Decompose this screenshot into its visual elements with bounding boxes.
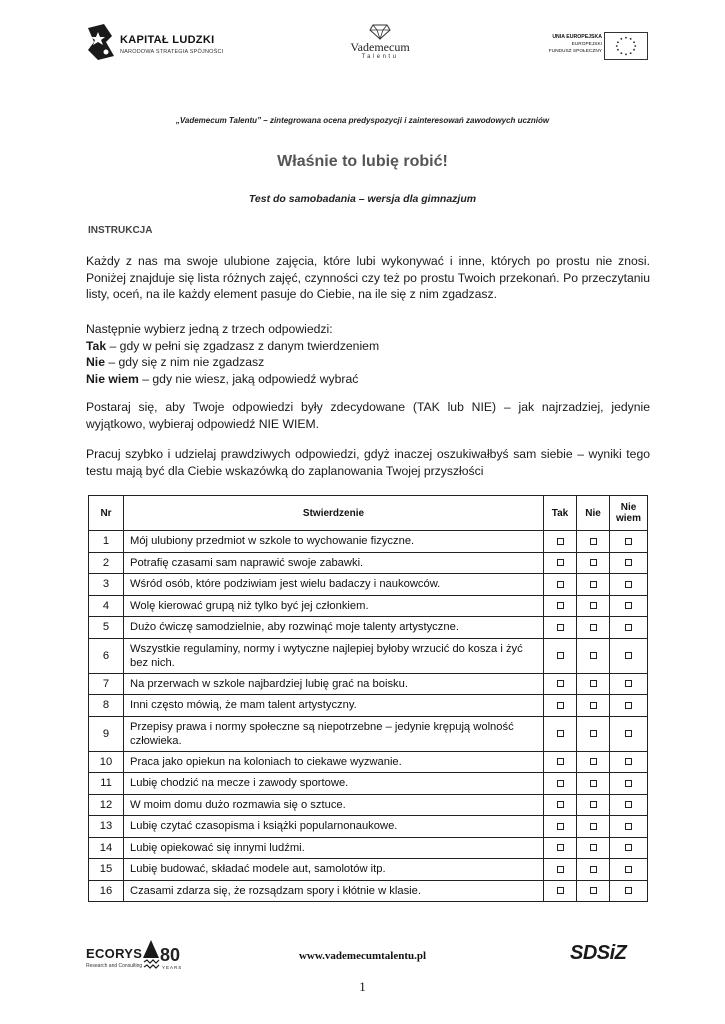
answer-cell-no <box>577 552 610 574</box>
answer-cell-no <box>577 837 610 859</box>
answer-cell-yes <box>544 859 577 881</box>
checkbox-no[interactable] <box>590 652 597 659</box>
checkbox-dontknow[interactable] <box>625 652 632 659</box>
answer-cell-no <box>577 617 610 639</box>
answer-cell-dontknow <box>610 673 648 695</box>
checkbox-dontknow[interactable] <box>625 624 632 631</box>
row-statement: Potrafię czasami sam naprawić swoje zabawki. <box>124 552 544 574</box>
table-row <box>89 574 648 596</box>
header-statement: Stwierdzenie <box>124 496 544 531</box>
ecorys-subtitle: Research and Consulting <box>86 963 143 969</box>
checkbox-no[interactable] <box>590 602 597 609</box>
row-statement: Czasami zdarza się, że rozsądzam spory i kłótnie w klasie. <box>124 880 544 902</box>
answer-cell-yes <box>544 552 577 574</box>
table-row <box>89 531 648 553</box>
row-statement: Praca jako opiekun na koloniach to ciekawe wyzwanie. <box>124 751 544 773</box>
checkbox-no[interactable] <box>590 758 597 765</box>
anniversary-number: 80 <box>160 945 181 965</box>
kapital-ludzki-logo <box>84 22 234 66</box>
checkbox-dontknow[interactable] <box>625 730 632 737</box>
checkbox-dontknow[interactable] <box>625 801 632 808</box>
checkbox-no[interactable] <box>590 581 597 588</box>
checkbox-dontknow[interactable] <box>625 758 632 765</box>
kapital-ludzki-subtitle: NARODOWA STRATEGIA SPÓJNOŚCI <box>120 49 224 55</box>
checkbox-dontknow[interactable] <box>625 823 632 830</box>
header-yes: Tak <box>544 496 577 531</box>
checkbox-no[interactable] <box>590 559 597 566</box>
vademecum-logo-title: Vademecum <box>350 40 410 54</box>
answer-cell-yes <box>544 638 577 673</box>
diamond-icon <box>369 24 391 40</box>
answer-cell-no <box>577 638 610 673</box>
answer-cell-yes <box>544 673 577 695</box>
checkbox-yes[interactable] <box>557 624 564 631</box>
row-statement: Na przerwach w szkole najbardziej lubię grać na boisku. <box>124 673 544 695</box>
page-number: 1 <box>359 979 366 994</box>
row-number: 9 <box>89 716 124 751</box>
row-number: 2 <box>89 552 124 574</box>
instruction-paragraph-3: Postaraj się, aby Twoje odpowiedzi były zdecydowane (TAK lub NIE) – jak najrzadziej, jedynie wyjątkowo, wybieraj odpowiedź NIE WIEM. <box>86 400 650 431</box>
checkbox-dontknow[interactable] <box>625 581 632 588</box>
row-statement: Wśród osób, które podziwiam jest wielu badaczy i naukowców. <box>124 574 544 596</box>
checkbox-yes[interactable] <box>557 780 564 787</box>
checkbox-dontknow[interactable] <box>625 680 632 687</box>
answer-cell-yes <box>544 574 577 596</box>
checkbox-yes[interactable] <box>557 823 564 830</box>
answer-cell-yes <box>544 880 577 902</box>
row-number: 5 <box>89 617 124 639</box>
project-subtitle: „Vademecum Talentu” – zintegrowana ocena predyspozycji i zainteresowań zawodowych uczniów <box>175 116 550 125</box>
answer-cell-no <box>577 595 610 617</box>
eu-logo-line3: FUNDUSZ SPOŁECZNY <box>548 49 602 54</box>
table-row <box>89 751 648 773</box>
table-row <box>89 552 648 574</box>
row-statement: Wszystkie regulaminy, normy i wytyczne najlepiej byłoby wrzucić do kosza i żyć bez nich. <box>124 638 544 673</box>
answer-cell-dontknow <box>610 751 648 773</box>
answer-cell-yes <box>544 794 577 816</box>
row-statement: Lubię opiekować się innymi ludźmi. <box>124 837 544 859</box>
checkbox-no[interactable] <box>590 823 597 830</box>
table-row <box>89 673 648 695</box>
answer-cell-no <box>577 859 610 881</box>
option-yes: Tak – gdy w pełni się zgadzasz z danym twierdzeniem <box>86 338 380 353</box>
header-nr: Nr <box>89 496 124 531</box>
vademecum-logo <box>340 24 420 68</box>
answer-cell-dontknow <box>610 794 648 816</box>
ecorys-name: ECORYS <box>86 946 143 961</box>
checkbox-yes[interactable] <box>557 866 564 873</box>
answer-cell-yes <box>544 617 577 639</box>
answer-cell-no <box>577 751 610 773</box>
answer-cell-dontknow <box>610 880 648 902</box>
options-intro: Następnie wybierz jedną z trzech odpowiedzi: <box>86 322 333 336</box>
row-number: 3 <box>89 574 124 596</box>
row-statement: Lubię czytać czasopisma i książki popularnonaukowe. <box>124 816 544 838</box>
checkbox-yes[interactable] <box>557 680 564 687</box>
answer-cell-dontknow <box>610 617 648 639</box>
row-number: 6 <box>89 638 124 673</box>
checkbox-yes[interactable] <box>557 538 564 545</box>
checkbox-no[interactable] <box>590 780 597 787</box>
answer-cell-dontknow <box>610 773 648 795</box>
row-number: 15 <box>89 859 124 881</box>
row-number: 11 <box>89 773 124 795</box>
checkbox-yes[interactable] <box>557 702 564 709</box>
checkbox-dontknow[interactable] <box>625 780 632 787</box>
answer-cell-dontknow <box>610 531 648 553</box>
answer-cell-dontknow <box>610 552 648 574</box>
table-row <box>89 716 648 751</box>
checkbox-dontknow[interactable] <box>625 538 632 545</box>
checkbox-dontknow[interactable] <box>625 866 632 873</box>
answer-cell-dontknow <box>610 574 648 596</box>
page-title: Właśnie to lubię robić! <box>277 153 448 170</box>
answer-cell-yes <box>544 773 577 795</box>
answer-cell-no <box>577 716 610 751</box>
row-number: 13 <box>89 816 124 838</box>
header-no: Nie <box>577 496 610 531</box>
instruction-paragraph-4: Pracuj szybko i udzielaj prawdziwych odpowiedzi, gdyż inaczej oszukiwałbyś sam siebie – wyniki tego testu mają być dla Ciebie wskazówką do zaplanowania Twojej przyszłości <box>86 447 650 478</box>
checkbox-no[interactable] <box>590 624 597 631</box>
answer-cell-yes <box>544 695 577 717</box>
checkbox-yes[interactable] <box>557 801 564 808</box>
answer-cell-yes <box>544 816 577 838</box>
row-statement: Inni często mówią, że mam talent artystyczny. <box>124 695 544 717</box>
row-statement: Mój ulubiony przedmiot w szkole to wychowanie fizyczne. <box>124 531 544 553</box>
checkbox-yes[interactable] <box>557 602 564 609</box>
answer-cell-dontknow <box>610 638 648 673</box>
checkbox-no[interactable] <box>590 702 597 709</box>
checkbox-dontknow[interactable] <box>625 559 632 566</box>
row-statement: W moim domu dużo rozmawia się o sztuce. <box>124 794 544 816</box>
checkbox-no[interactable] <box>590 680 597 687</box>
table-row <box>89 837 648 859</box>
checkbox-yes[interactable] <box>557 887 564 894</box>
option-dontknow: Nie wiem – gdy nie wiesz, jaką odpowiedź wybrać <box>86 371 359 386</box>
answer-cell-no <box>577 773 610 795</box>
checkbox-no[interactable] <box>590 730 597 737</box>
answer-cell-dontknow <box>610 837 648 859</box>
table-row <box>89 859 648 881</box>
eu-logo-line2: EUROPEJSKI <box>571 42 602 47</box>
instruction-paragraph-2 <box>86 321 650 387</box>
eu-logo <box>540 32 662 62</box>
answer-cell-dontknow <box>610 595 648 617</box>
answer-cell-yes <box>544 837 577 859</box>
checkbox-yes[interactable] <box>557 581 564 588</box>
answer-cell-dontknow <box>610 859 648 881</box>
answer-cell-no <box>577 880 610 902</box>
checkbox-no[interactable] <box>590 844 597 851</box>
anniversary-years-label: YEARS <box>162 965 183 970</box>
checkbox-yes[interactable] <box>557 758 564 765</box>
table-row <box>89 773 648 795</box>
vademecum-logo-subtitle: Talentu <box>361 54 399 60</box>
checkbox-yes[interactable] <box>557 559 564 566</box>
table-row <box>89 595 648 617</box>
answer-cell-dontknow <box>610 716 648 751</box>
checkbox-no[interactable] <box>590 887 597 894</box>
row-number: 14 <box>89 837 124 859</box>
checkbox-yes[interactable] <box>557 652 564 659</box>
table-row <box>89 695 648 717</box>
answer-cell-yes <box>544 595 577 617</box>
table-row <box>89 816 648 838</box>
website-url: www.vademecumtalentu.pl <box>298 950 427 962</box>
table-row <box>89 794 648 816</box>
sdsiz-name: SDSiZ <box>570 942 627 964</box>
test-subtitle: Test do samobadania – wersja dla gimnazjum <box>248 193 477 205</box>
statements-table <box>88 495 648 902</box>
answer-cell-dontknow <box>610 695 648 717</box>
checkbox-dontknow[interactable] <box>625 844 632 851</box>
row-statement: Dużo ćwiczę samodzielnie, aby rozwinąć moje talenty artystyczne. <box>124 617 544 639</box>
sdsiz-logo <box>570 942 650 968</box>
row-number: 1 <box>89 531 124 553</box>
answer-cell-no <box>577 531 610 553</box>
answer-cell-no <box>577 673 610 695</box>
row-number: 7 <box>89 673 124 695</box>
checkbox-no[interactable] <box>590 801 597 808</box>
checkbox-yes[interactable] <box>557 730 564 737</box>
checkbox-no[interactable] <box>590 866 597 873</box>
instruction-heading: INSTRUKCJA <box>88 225 153 236</box>
eu-flag-icon <box>604 32 648 60</box>
checkbox-dontknow[interactable] <box>625 887 632 894</box>
answer-cell-no <box>577 816 610 838</box>
row-statement: Lubię budować, składać modele aut, samolotów itp. <box>124 859 544 881</box>
answer-cell-no <box>577 574 610 596</box>
answer-cell-yes <box>544 751 577 773</box>
row-number: 16 <box>89 880 124 902</box>
row-statement: Lubię chodzić na mecze i zawody sportowe. <box>124 773 544 795</box>
answer-cell-no <box>577 695 610 717</box>
kapital-ludzki-emblem-icon <box>84 22 116 62</box>
row-number: 8 <box>89 695 124 717</box>
table-header-row <box>89 496 648 531</box>
checkbox-dontknow[interactable] <box>625 602 632 609</box>
table-row <box>89 617 648 639</box>
instruction-paragraph-1: Każdy z nas ma swoje ulubione zajęcia, które lubi wykonywać i inne, których po prostu nie znosi. Poniżej znajduje się lista różnych zajęć, czynności czy też po prostu Twoich przekonań. Po przeczytaniu listy, oceń, na ile każdy element pasuje do Ciebie, na ile się z nim zgadzasz. <box>86 254 650 301</box>
row-statement: Przepisy prawa i normy społeczne są niepotrzebne – jedynie krępują wolność człowieka. <box>124 716 544 751</box>
checkbox-yes[interactable] <box>557 844 564 851</box>
checkbox-dontknow[interactable] <box>625 702 632 709</box>
checkbox-no[interactable] <box>590 538 597 545</box>
answer-cell-yes <box>544 716 577 751</box>
answer-cell-no <box>577 794 610 816</box>
eu-logo-line1: UNIA EUROPEJSKA <box>552 34 602 40</box>
option-no: Nie – gdy się z nim nie zgadzasz <box>86 355 265 369</box>
row-number: 12 <box>89 794 124 816</box>
answer-cell-dontknow <box>610 816 648 838</box>
row-number: 4 <box>89 595 124 617</box>
answer-cell-yes <box>544 531 577 553</box>
kapital-ludzki-title: KAPITAŁ LUDZKI <box>120 34 215 46</box>
header-dontknow: Nie wiem <box>610 496 648 531</box>
row-statement: Wolę kierować grupą niż tylko być jej członkiem. <box>124 595 544 617</box>
table-row <box>89 880 648 902</box>
row-number: 10 <box>89 751 124 773</box>
table-row <box>89 638 648 673</box>
